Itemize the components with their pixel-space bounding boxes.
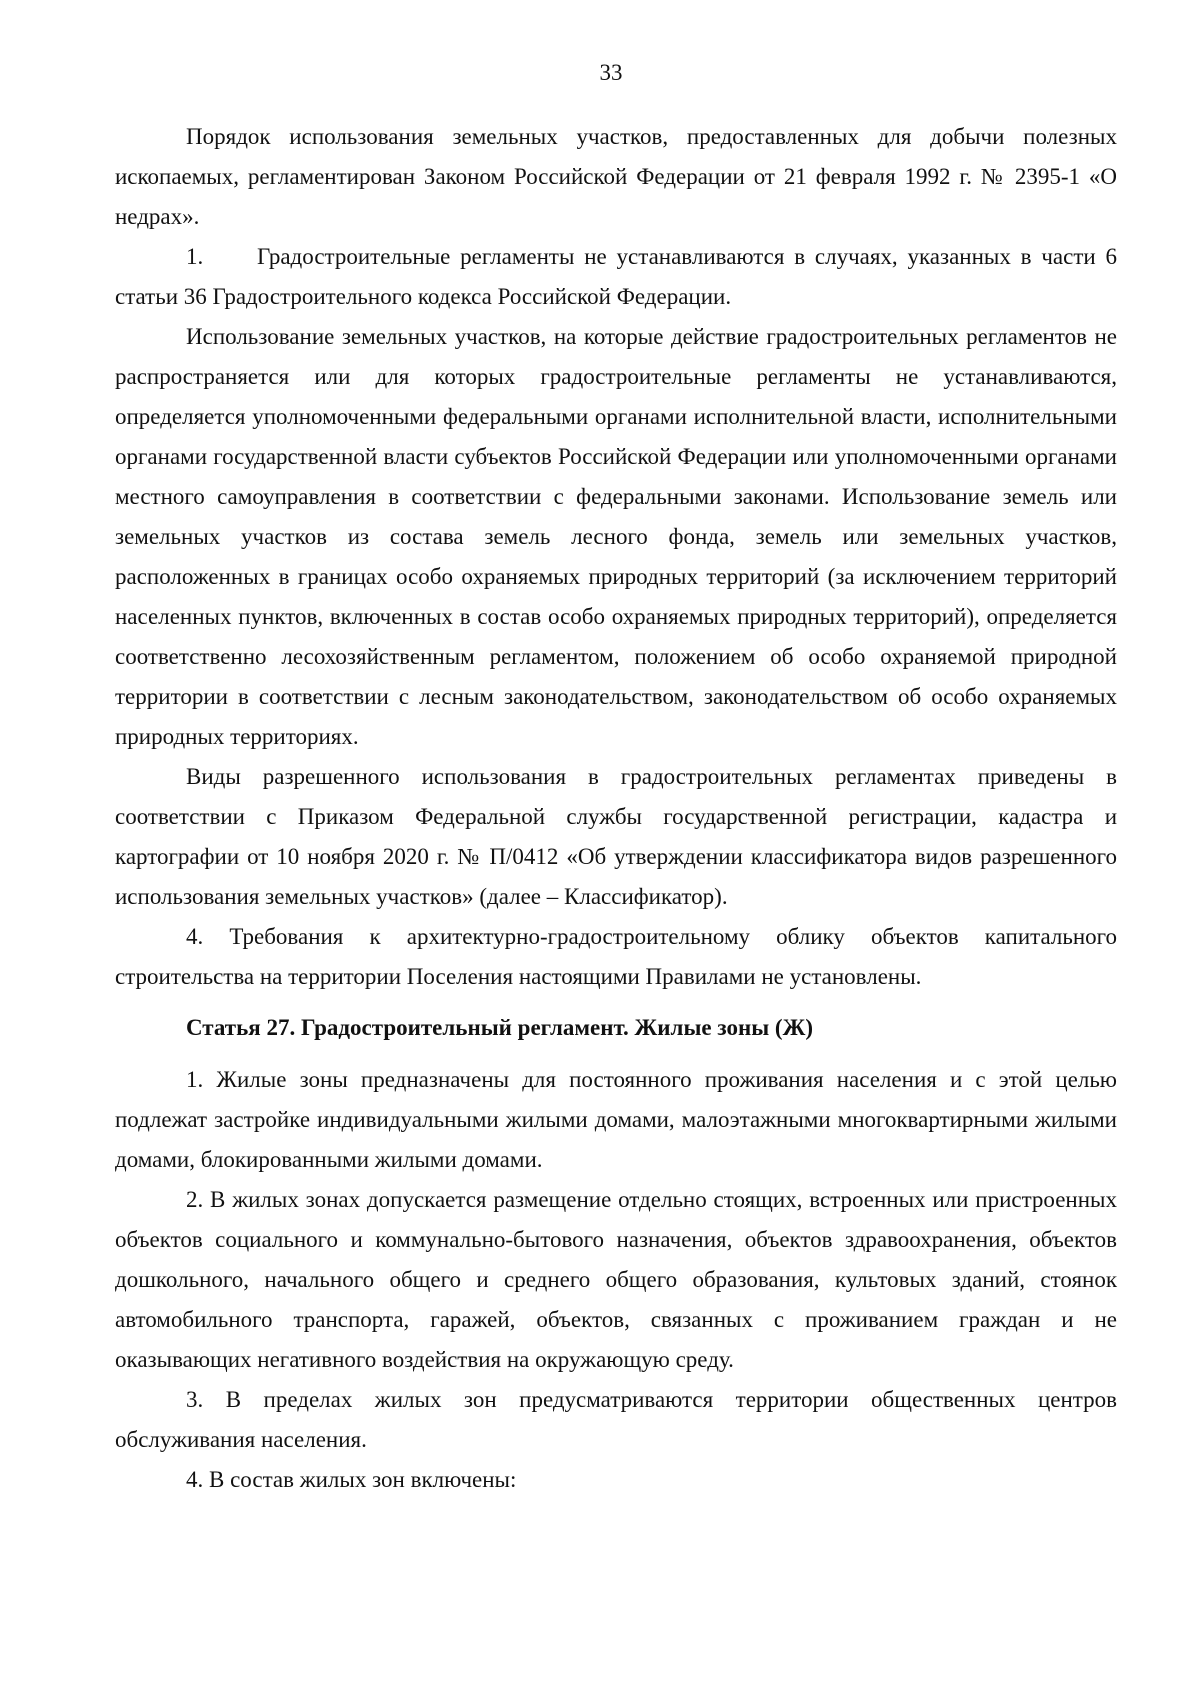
paragraph-architectural-requirements: 4. Требования к архитектурно-градостроительному облику объектов капитального строительства на территории Поселения настоящими Правилами не установлены.: [115, 924, 1117, 989]
paragraph-residential-zones-purpose: 1. Жилые зоны предназначены для постоянного проживания населения и с этой целью подлежат застройке индивидуальными жилыми домами, малоэтажными многоквартирными жилыми домами, блокированными жилыми домами.: [115, 1067, 1117, 1172]
paragraph-residential-zones-allowed: 2. В жилых зонах допускается размещение отдельно стоящих, встроенных или пристроенных объектов социального и коммунально-бытового назначения, объектов здравоохранения, объектов дошкольного, начального общего и среднего общего образования, культовых зданий, стоянок автомобильного транспорта, гаражей, объектов, связанных с проживанием граждан и не оказывающих негативного воздействия на окружающую среду.: [115, 1187, 1117, 1372]
list-item-text: Градостроительные регламенты не устанавливаются в случаях, указанных в части 6 статьи 36 Градостроительного кодекса Российской Федерации.: [115, 244, 1117, 309]
list-item-regulations-not-set: [115, 237, 1117, 317]
paragraph-zones-composition: 4. В состав жилых зон включены:: [186, 1467, 517, 1492]
article-heading: Статья 27. Градостроительный регламент. Жилые зоны (Ж): [186, 1015, 813, 1040]
list-item-number: 1.: [186, 244, 204, 269]
document-body: [115, 117, 1117, 1500]
paragraph-land-use-not-covered: Использование земельных участков, на которые действие градостроительных регламентов не распространяется или для которых градостроительные регламенты не устанавливаются, определяется уполномоченными федеральными органами исполнительной власти, исполнительными органами государственной власти субъектов Российской Федерации или уполномоченными органами местного самоуправления в соответствии с федеральными законами. Использование земель или земельных участков из состава земель лесного фонда, земель или земельных участков, расположенных в границах особо охраняемых природных территорий (за исключением территорий населенных пунктов, включенных в состав особо охраняемых природных территорий), определяется соответственно лесохозяйственным регламентом, положением об особо охраняемой природной территории в соответствии с лесным законодательством, законодательством об особо охраняемых природных территориях.: [115, 324, 1117, 749]
paragraph-subsoil-use: Порядок использования земельных участков, предоставленных для добычи полезных ископаемых, регламентирован Законом Российской Федерации от 21 февраля 1992 г. № 2395-1 «О недрах».: [115, 124, 1117, 229]
paragraph-public-centers: 3. В пределах жилых зон предусматриваются территории общественных центров обслуживания населения.: [115, 1387, 1117, 1452]
page-number: 33: [599, 60, 623, 85]
paragraph-permitted-use-types: Виды разрешенного использования в градостроительных регламентах приведены в соответствии с Приказом Федеральной службы государственной регистрации, кадастра и картографии от 10 ноября 2020 г. № П/0412 «Об утверждении классификатора видов разрешенного использования земельных участков» (далее – Классификатор).: [115, 764, 1117, 909]
